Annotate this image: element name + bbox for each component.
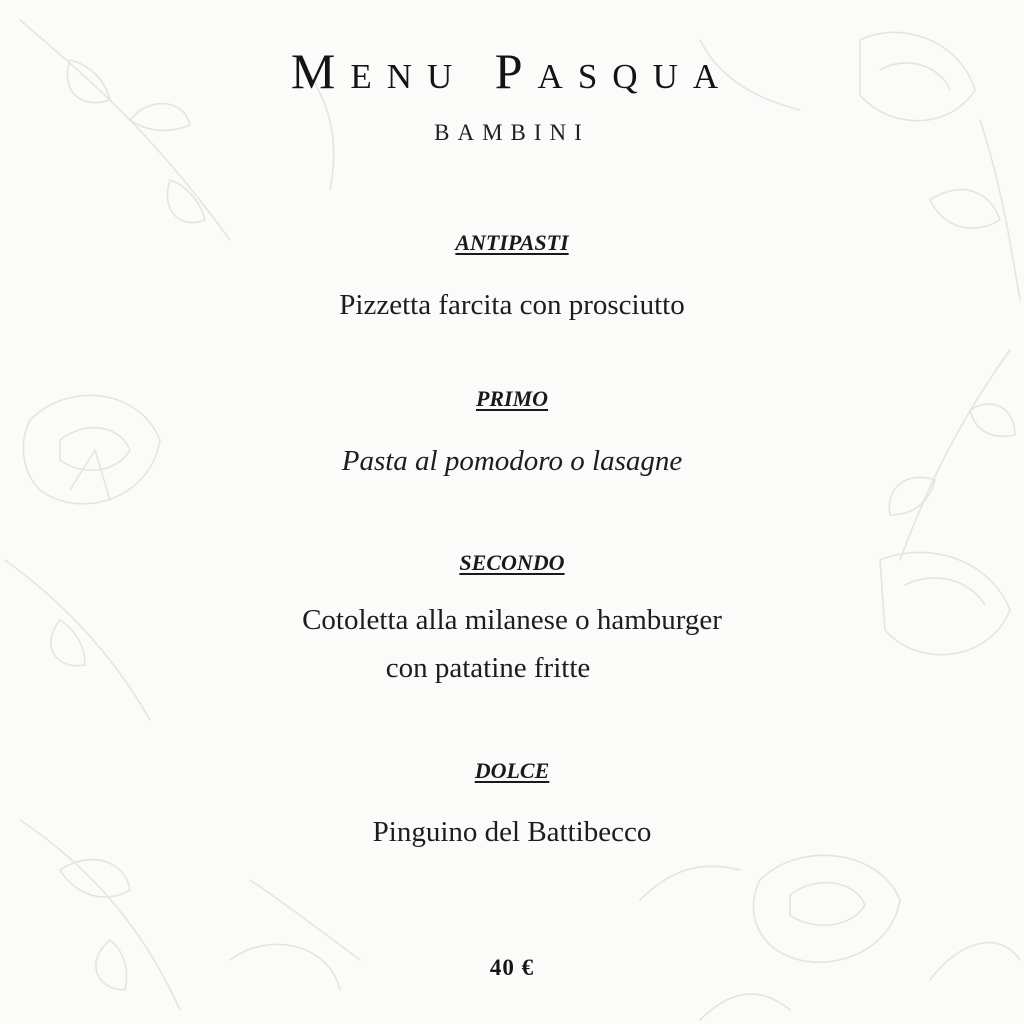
menu-subtitle: BAMBINI [434,120,590,145]
section-heading-dolce: DOLCE [474,758,550,783]
dish-antipasti: Pizzetta farcita con prosciutto [339,289,685,321]
dish-secondo-line-2: con patatine fritte [385,652,591,684]
section-heading-antipasti: ANTIPASTI [455,230,569,255]
section-heading-primo: PRIMO [475,386,549,411]
dish-primo: Pasta al pomodoro o lasagne [341,445,683,477]
dish-dolce: Pinguino del Battibecco [372,816,652,848]
menu-title: Menu Pasqua [290,43,734,99]
dish-secondo-line-1: Cotoletta alla milanese o hamburger [302,604,722,636]
menu-price: 40 € [489,955,535,980]
section-heading-secondo: SECONDO [459,550,565,575]
